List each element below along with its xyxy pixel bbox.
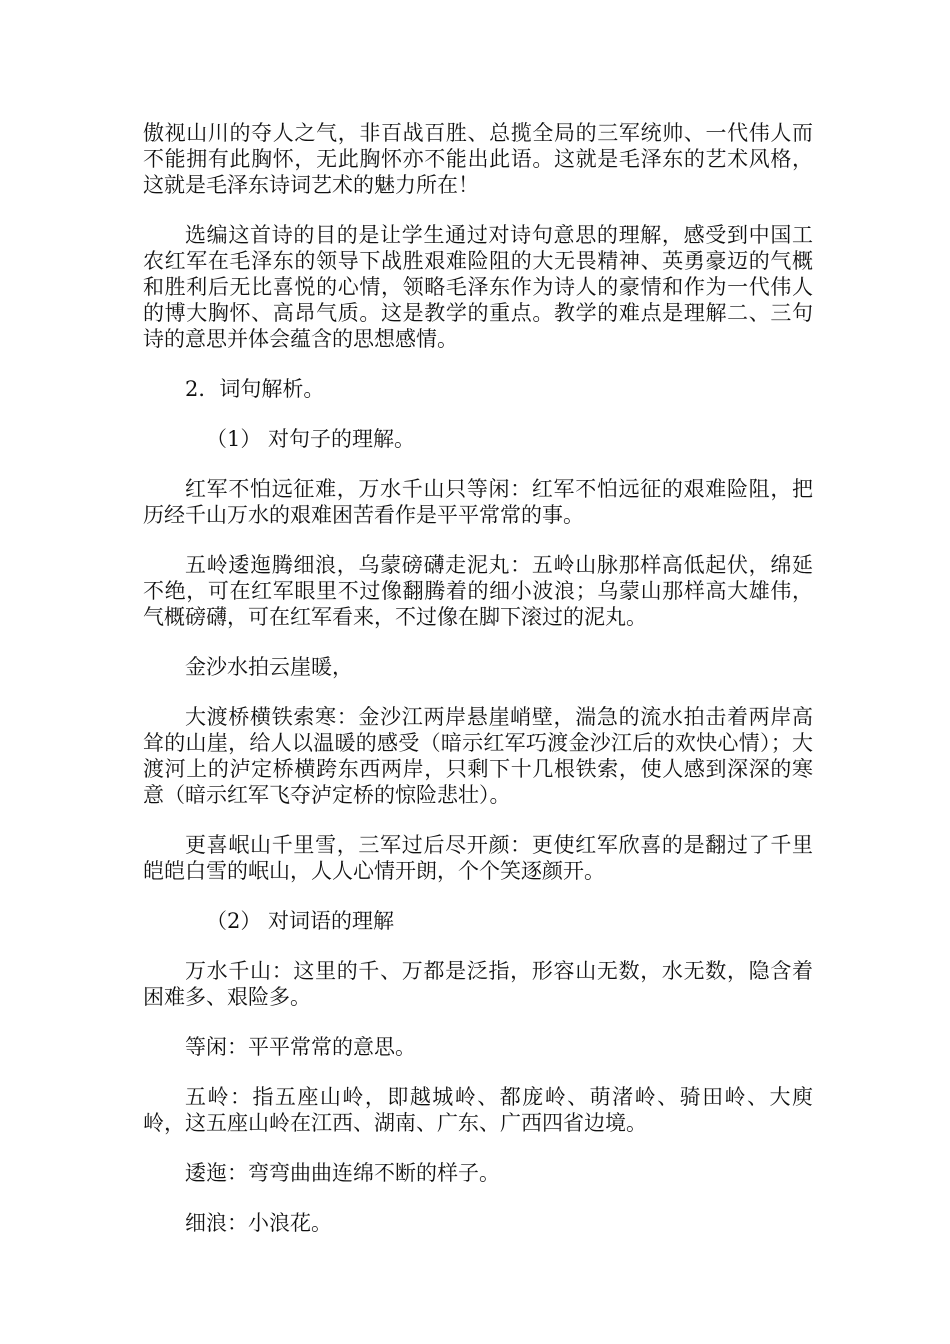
paragraph-word-weiyi: 逶迤：弯弯曲曲连绵不断的样子。 [185, 1161, 500, 1185]
paragraph-intro-continuation: 傲视山川的夺人之气，非百战百胜、总揽全局的三军统帅、一代伟人而不能拥有此胸怀，无此胸怀亦不能出此语。这就是毛泽东的艺术风格，这就是毛泽东诗词艺术的魅力所在！ [143, 121, 813, 197]
subsection-heading-words: （2） 对词语的理解 [206, 909, 395, 933]
section-heading-analysis: 2．词句解析。 [185, 377, 325, 401]
paragraph-teaching-goal: 选编这首诗的目的是让学生通过对诗句意思的理解，感受到中国工农红军在毛泽东的领导下战胜艰难险阻的大无畏精神、英勇豪迈的气概和胜利后无比喜悦的心情，领略毛泽东作为诗人的豪情和作为一代伟人的博大胸怀、高昂气质。这是教学的重点。教学的难点是理解二、三句诗的意思并体会蕴含的思想感情。 [143, 223, 813, 351]
paragraph-word-wuling: 五岭：指五座山岭，即越城岭、都庞岭、萌渚岭、骑田岭、大庾岭，这五座山岭在江西、湖南、广东、广西四省边境。 [143, 1085, 813, 1135]
paragraph-word-wanshuiqianshan: 万水千山：这里的千、万都是泛指，形容山无数，水无数，隐含着困难多、艰险多。 [143, 959, 813, 1009]
paragraph-sentence-4: 更喜岷山千里雪，三军过后尽开颜：更使红军欣喜的是翻过了千里皑皑白雪的岷山，人人心情开朗，个个笑逐颜开。 [143, 833, 813, 883]
paragraph-word-dengxian: 等闲：平平常常的意思。 [185, 1035, 416, 1059]
paragraph-word-xilang: 细浪：小浪花。 [185, 1211, 332, 1235]
paragraph-sentence-3b: 大渡桥横铁索寒：金沙江两岸悬崖峭壁，湍急的流水拍击着两岸高耸的山崖，给人以温暖的感受（暗示红军巧渡金沙江后的欢快心情）；大渡河上的泸定桥横跨东西两岸，只剩下十几根铁索，使人感到深深的寒意（暗示红军飞夺泸定桥的惊险悲壮）。 [143, 705, 813, 807]
subsection-heading-sentences: （1） 对句子的理解。 [206, 427, 416, 451]
paragraph-sentence-1: 红军不怕远征难，万水千山只等闲：红军不怕远征的艰难险阻，把历经千山万水的艰难困苦看作是平平常常的事。 [143, 477, 813, 527]
paragraph-sentence-2: 五岭逶迤腾细浪，乌蒙磅礴走泥丸：五岭山脉那样高低起伏，绵延不绝，可在红军眼里不过像翻腾着的细小波浪；乌蒙山那样高大雄伟，气概磅礴，可在红军看来，不过像在脚下滚过的泥丸。 [143, 553, 813, 629]
paragraph-sentence-3a: 金沙水拍云崖暖， [185, 655, 353, 679]
document-page [143, 120, 813, 1260]
